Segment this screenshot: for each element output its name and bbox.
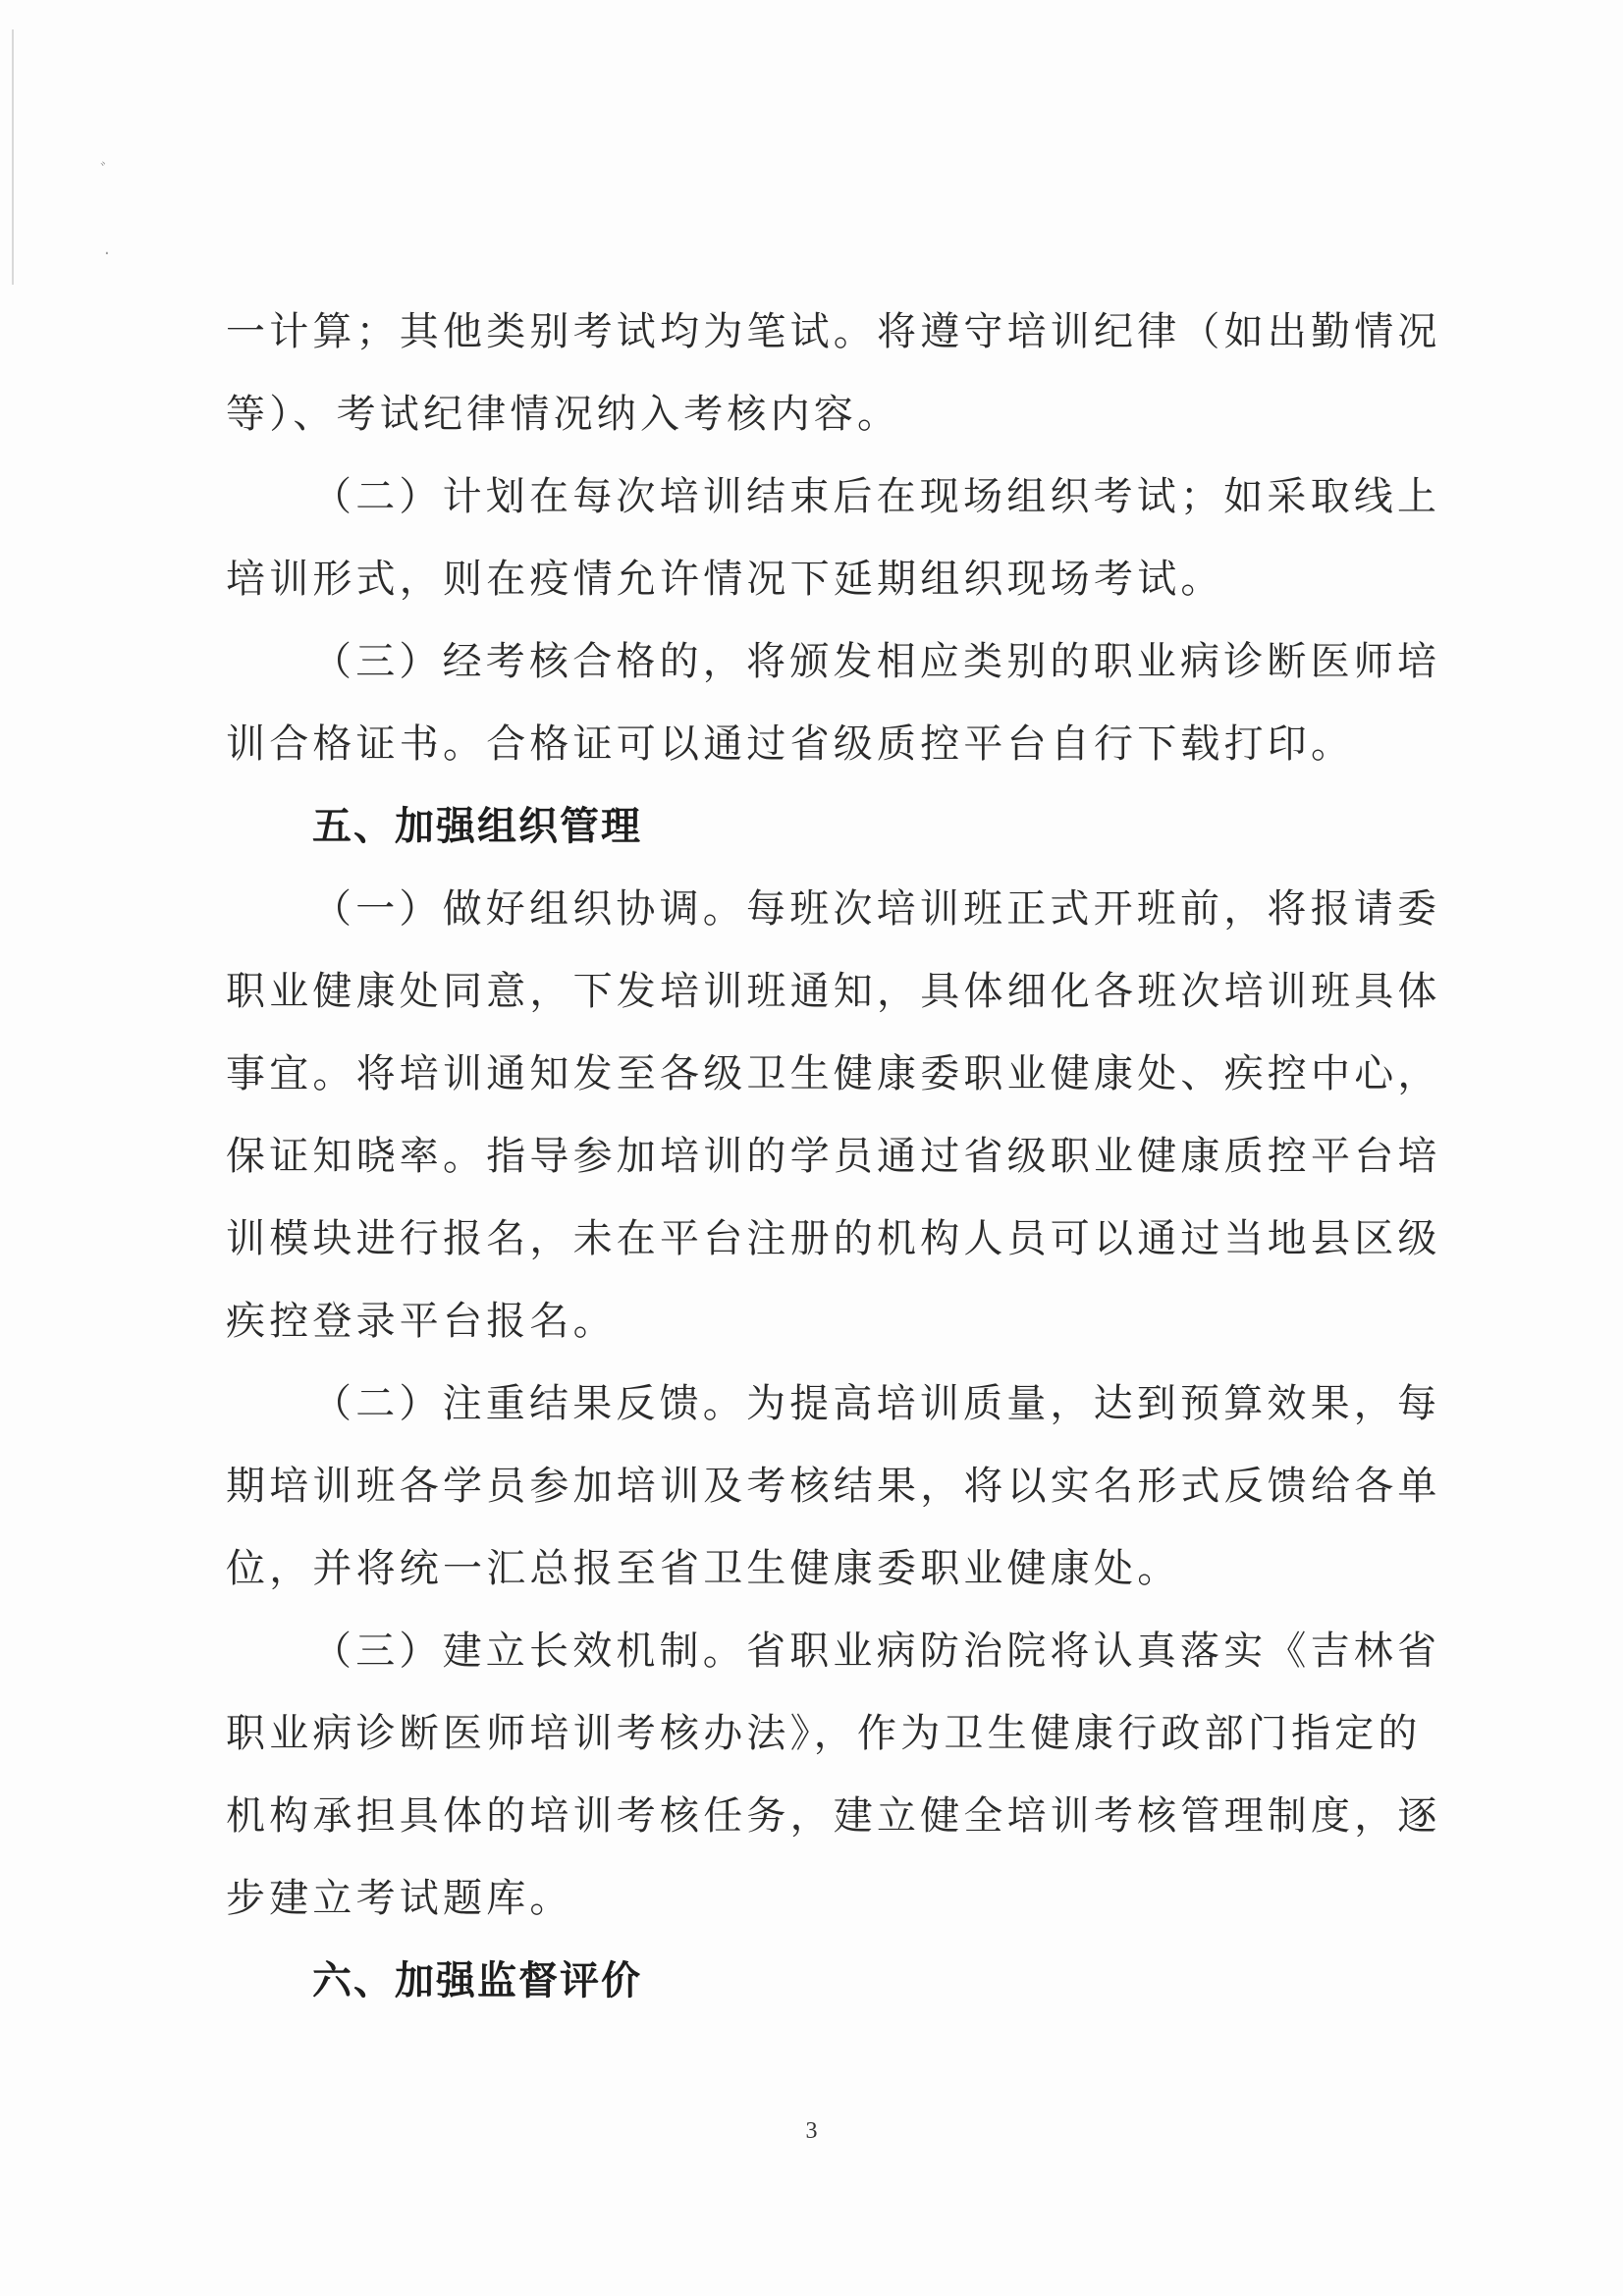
paragraph-line: 疾控登录平台报名。 [226, 1299, 617, 1344]
paragraph-line: （三）经考核合格的，将颁发相应类别的职业病诊断医师培 [312, 639, 1441, 684]
page-number: 3 [805, 2118, 818, 2144]
paragraph-line: 位，并将统一汇总报至省卫生健康委职业健康处。 [226, 1546, 1181, 1591]
paragraph-line: （一）做好组织协调。每班次培训班正式开班前，将报请委 [312, 886, 1441, 932]
paragraph-line: 训模块进行报名，未在平台注册的机构人员可以通过当地县区级 [226, 1216, 1441, 1261]
paragraph-line: 保证知晓率。指导参加培训的学员通过省级职业健康质控平台培 [226, 1134, 1441, 1179]
paragraph-line: 步建立考试题库。 [226, 1876, 573, 1921]
document-body [226, 291, 1441, 2022]
paragraph-line: 训合格证书。合格证可以通过省级质控平台自行下载打印。 [226, 721, 1355, 767]
paragraph-line: （三）建立长效机制。省职业病防治院将认真落实《吉林省 [312, 1629, 1441, 1674]
paragraph-line: 机构承担具体的培训考核任务，建立健全培训考核管理制度，逐 [226, 1793, 1441, 1839]
paragraph-line: （二）注重结果反馈。为提高培训质量，达到预算效果，每 [312, 1381, 1441, 1426]
paragraph-line: 期培训班各学员参加培训及考核结果，将以实名形式反馈给各单 [226, 1464, 1441, 1509]
paragraph-line: 职业健康处同意，下发培训班通知，具体细化各班次培训班具体 [226, 969, 1441, 1014]
paragraph-line: 一计算；其他类别考试均为笔试。将遵守培训纪律（如出勤情况 [226, 309, 1441, 354]
scan-artifact-mark: ﾞ [100, 161, 109, 182]
scan-edge-line [12, 29, 14, 285]
section-heading: 六、加强监督评价 [312, 1958, 642, 2003]
paragraph-line: 培训形式，则在疫情允许情况下延期组织现场考试。 [226, 557, 1224, 602]
paragraph-line: 等）、考试纪律情况纳入考核内容。 [226, 392, 901, 437]
scan-artifact-mark: · [104, 243, 110, 264]
paragraph-line: 事宜。将培训通知发至各级卫生健康委职业健康处、疾控中心， [226, 1051, 1441, 1096]
section-heading: 五、加强组织管理 [312, 804, 642, 849]
paragraph-line: 职业病诊断医师培训考核办法》，作为卫生健康行政部门指定的 [226, 1711, 1422, 1756]
paragraph-line: （二）计划在每次培训结束后在现场组织考试；如采取线上 [312, 474, 1441, 519]
